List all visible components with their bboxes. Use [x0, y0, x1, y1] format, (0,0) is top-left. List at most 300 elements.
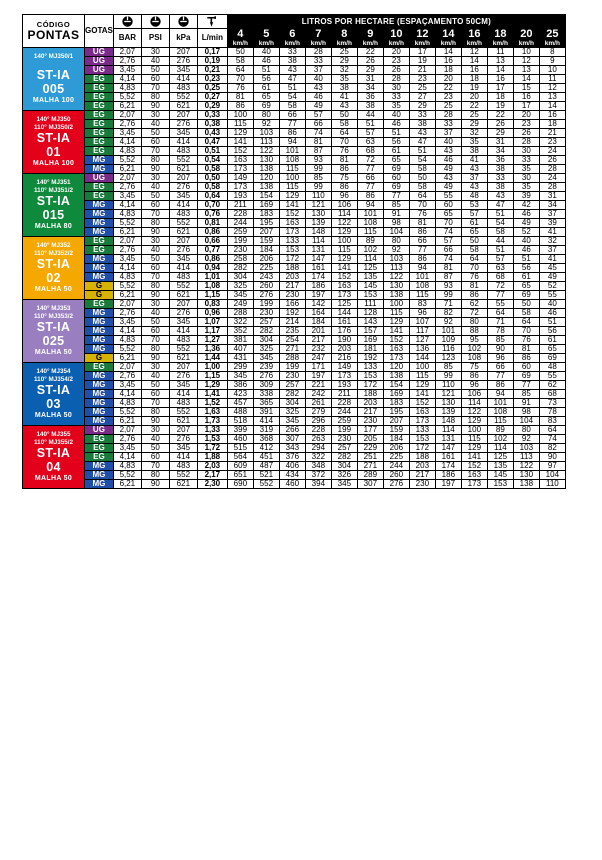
- nozzle-mesh: MALHA 100: [32, 159, 75, 167]
- unit-l-min: L/min: [197, 29, 227, 48]
- rate-cell: 365: [253, 399, 279, 408]
- rate-cell: 63: [357, 138, 383, 147]
- rate-cell: 38: [461, 147, 487, 156]
- rate-cell: 81: [331, 156, 357, 165]
- rate-cell: 61: [539, 336, 565, 345]
- droplet-class-cell: EG: [85, 192, 114, 201]
- rate-cell: 129: [461, 417, 487, 426]
- pressure-kpa-cell: 414: [169, 75, 197, 84]
- rate-cell: 307: [279, 435, 305, 444]
- rate-cell: 24: [539, 174, 565, 183]
- rate-cell: 86: [357, 192, 383, 201]
- rate-cell: 82: [435, 309, 461, 318]
- rate-cell: 33: [513, 156, 539, 165]
- rate-cell: 107: [409, 318, 435, 327]
- droplet-class-cell: MG: [85, 345, 114, 354]
- rate-cell: 102: [487, 435, 513, 444]
- rate-cell: 66: [487, 363, 513, 372]
- droplet-class-cell: EG: [85, 102, 114, 111]
- nozzle-ref-2: 110° MJ353/2: [34, 312, 73, 320]
- rate-cell: 92: [253, 120, 279, 129]
- rate-cell: 37: [539, 210, 565, 219]
- pressure-psi-cell: 40: [141, 246, 169, 255]
- pressure-psi-cell: 40: [141, 183, 169, 192]
- rate-cell: 32: [331, 66, 357, 75]
- rate-cell: 19: [409, 57, 435, 66]
- rate-cell: 487: [253, 462, 279, 471]
- rate-cell: 376: [279, 453, 305, 462]
- droplet-class-cell: MG: [85, 318, 114, 327]
- gotas-header: GOTAS: [85, 15, 114, 48]
- rate-cell: 173: [227, 183, 253, 192]
- rate-cell: 184: [305, 318, 331, 327]
- rate-cell: 110: [539, 480, 565, 489]
- rate-cell: 102: [357, 246, 383, 255]
- droplet-class-cell: G: [85, 291, 114, 300]
- rate-cell: 101: [487, 399, 513, 408]
- rate-cell: 142: [305, 300, 331, 309]
- pressure-bar-cell: 2,07: [113, 111, 141, 120]
- pressure-bar-cell: 2,76: [113, 372, 141, 381]
- rate-cell: 115: [409, 291, 435, 300]
- rate-cell: 63: [487, 264, 513, 273]
- rate-cell: 20: [461, 93, 487, 102]
- rate-cell: 91: [513, 399, 539, 408]
- rate-cell: 128: [357, 309, 383, 318]
- flow-lmin-cell: 1,07: [197, 318, 227, 327]
- rate-cell: 17: [409, 48, 435, 57]
- nozzle-series-name: ST-IA: [36, 67, 71, 82]
- pressure-kpa-cell: 483: [169, 336, 197, 345]
- pressure-bar-cell: 2,07: [113, 237, 141, 246]
- pressure-psi-cell: 60: [141, 264, 169, 273]
- rate-cell: 51: [513, 255, 539, 264]
- rate-cell: 76: [513, 336, 539, 345]
- rate-cell: 230: [409, 480, 435, 489]
- rate-cell: 54: [279, 93, 305, 102]
- rate-cell: 138: [253, 165, 279, 174]
- rate-cell: 114: [331, 210, 357, 219]
- rate-cell: 50: [513, 300, 539, 309]
- rate-cell: 18: [435, 66, 461, 75]
- rate-cell: 85: [383, 201, 409, 210]
- pressure-kpa-cell: 207: [169, 363, 197, 372]
- rate-cell: 129: [331, 255, 357, 264]
- rate-cell: 40: [513, 237, 539, 246]
- rate-cell: 460: [279, 480, 305, 489]
- rate-cell: 102: [461, 345, 487, 354]
- droplet-class-cell: EG: [85, 84, 114, 93]
- rate-cell: 37: [305, 66, 331, 75]
- rate-cell: 148: [435, 417, 461, 426]
- rate-cell: 56: [513, 264, 539, 273]
- pressure-kpa-cell: 483: [169, 399, 197, 408]
- rate-cell: 147: [305, 255, 331, 264]
- rate-cell: 86: [279, 129, 305, 138]
- rate-cell: 345: [331, 480, 357, 489]
- rate-cell: 276: [253, 291, 279, 300]
- rate-cell: 26: [539, 156, 565, 165]
- rate-cell: 173: [461, 480, 487, 489]
- pressure-psi-cell: 50: [141, 444, 169, 453]
- flow-lmin-cell: 2,30: [197, 480, 227, 489]
- rate-cell: 30: [383, 84, 409, 93]
- rate-cell: 22: [435, 84, 461, 93]
- rate-cell: 108: [487, 408, 513, 417]
- nozzle-group-label: [23, 48, 85, 111]
- rate-cell: 56: [539, 327, 565, 336]
- rate-cell: 23: [383, 57, 409, 66]
- rate-cell: 115: [331, 246, 357, 255]
- rate-cell: 70: [331, 138, 357, 147]
- rate-cell: 319: [253, 426, 279, 435]
- pressure-kpa-cell: 345: [169, 255, 197, 264]
- pressure-psi-cell: 60: [141, 75, 169, 84]
- rate-cell: 58: [409, 183, 435, 192]
- rate-cell: 70: [227, 75, 253, 84]
- pressure-psi-cell: 80: [141, 282, 169, 291]
- pressure-bar-cell: 2,76: [113, 246, 141, 255]
- code-header-line1: CÓDIGO: [36, 20, 71, 30]
- pressure-bar-cell: 5,52: [113, 471, 141, 480]
- rate-cell: 60: [513, 363, 539, 372]
- rate-cell: 49: [513, 219, 539, 228]
- rate-cell: 61: [513, 273, 539, 282]
- rate-cell: 135: [357, 273, 383, 282]
- rate-cell: 131: [435, 435, 461, 444]
- pressure-psi-cell: 70: [141, 273, 169, 282]
- rate-cell: 159: [383, 426, 409, 435]
- pressure-kpa-cell: 552: [169, 93, 197, 102]
- rate-cell: 54: [487, 219, 513, 228]
- rate-cell: 87: [305, 147, 331, 156]
- pressure-bar-cell: 2,07: [113, 48, 141, 57]
- rate-cell: 13: [539, 93, 565, 102]
- rate-cell: 230: [279, 291, 305, 300]
- rate-cell: 31: [487, 138, 513, 147]
- flow-lmin-cell: 0,58: [197, 183, 227, 192]
- rate-cell: 81: [409, 219, 435, 228]
- rate-cell: 195: [253, 219, 279, 228]
- rate-cell: 20: [513, 111, 539, 120]
- rate-cell: 76: [227, 84, 253, 93]
- rate-cell: 188: [279, 264, 305, 273]
- rate-cell: 92: [513, 435, 539, 444]
- pressure-psi-cell: 50: [141, 129, 169, 138]
- rate-cell: 201: [305, 327, 331, 336]
- rate-cell: 203: [279, 273, 305, 282]
- rate-cell: 83: [539, 417, 565, 426]
- rate-cell: 77: [357, 165, 383, 174]
- rate-cell: 23: [409, 75, 435, 84]
- rate-cell: 38: [487, 165, 513, 174]
- rate-cell: 108: [461, 354, 487, 363]
- rate-cell: 90: [487, 345, 513, 354]
- rate-cell: 28: [539, 165, 565, 174]
- rate-cell: 488: [227, 408, 253, 417]
- rate-cell: 103: [383, 255, 409, 264]
- rate-cell: 69: [513, 372, 539, 381]
- rate-cell: 172: [409, 444, 435, 453]
- pressure-bar-cell: 6,21: [113, 228, 141, 237]
- rate-cell: 176: [331, 327, 357, 336]
- rate-cell: 136: [409, 345, 435, 354]
- droplet-class-cell: G: [85, 282, 114, 291]
- rate-cell: 399: [227, 426, 253, 435]
- rate-cell: 9: [539, 57, 565, 66]
- rate-cell: 153: [279, 246, 305, 255]
- rate-cell: 103: [253, 129, 279, 138]
- rate-cell: 43: [279, 66, 305, 75]
- rate-cell: 242: [305, 390, 331, 399]
- rate-cell: 46: [539, 309, 565, 318]
- rate-cell: 47: [409, 138, 435, 147]
- rate-cell: 431: [227, 354, 253, 363]
- pressure-psi-cell: 50: [141, 192, 169, 201]
- rate-cell: 125: [487, 453, 513, 462]
- pressure-kpa-cell: 207: [169, 111, 197, 120]
- droplet-class-cell: MG: [85, 255, 114, 264]
- flow-lmin-cell: 0,25: [197, 84, 227, 93]
- rate-cell: 111: [357, 300, 383, 309]
- rate-cell: 20: [383, 48, 409, 57]
- rate-cell: 130: [253, 156, 279, 165]
- rate-cell: 28: [435, 111, 461, 120]
- rate-cell: 81: [513, 345, 539, 354]
- rate-cell: 57: [435, 237, 461, 246]
- pressure-psi-cell: 70: [141, 210, 169, 219]
- rate-cell: 161: [435, 453, 461, 462]
- rate-cell: 133: [409, 426, 435, 435]
- rate-cell: 235: [279, 327, 305, 336]
- droplet-class-cell: MG: [85, 381, 114, 390]
- rate-cell: 33: [487, 174, 513, 183]
- pressure-kpa-cell: 552: [169, 282, 197, 291]
- rate-cell: 244: [383, 462, 409, 471]
- rate-cell: 51: [383, 129, 409, 138]
- pressure-kpa-cell: 345: [169, 318, 197, 327]
- rate-cell: 192: [357, 354, 383, 363]
- rate-cell: 299: [227, 363, 253, 372]
- rate-cell: 29: [357, 66, 383, 75]
- rate-cell: 457: [227, 399, 253, 408]
- rate-cell: 261: [305, 399, 331, 408]
- pressure-psi-cell: 90: [141, 228, 169, 237]
- flow-lmin-cell: 1,44: [197, 354, 227, 363]
- rate-cell: 221: [305, 381, 331, 390]
- spray-rate-table: [22, 14, 566, 489]
- rate-cell: 77: [487, 291, 513, 300]
- flow-lmin-cell: 0,23: [197, 75, 227, 84]
- pressure-bar-cell: 4,83: [113, 84, 141, 93]
- flow-lmin-cell: 0,66: [197, 237, 227, 246]
- rate-cell: 58: [279, 102, 305, 111]
- pressure-psi-cell: 60: [141, 453, 169, 462]
- rate-cell: 34: [539, 201, 565, 210]
- rate-cell: 41: [539, 228, 565, 237]
- droplet-class-cell: MG: [85, 336, 114, 345]
- rate-cell: 74: [435, 228, 461, 237]
- rate-cell: 276: [383, 480, 409, 489]
- rate-cell: 48: [461, 192, 487, 201]
- nozzle-group-label: [23, 300, 85, 363]
- rate-cell: 129: [279, 192, 305, 201]
- rate-cell: 88: [461, 327, 487, 336]
- rate-cell: 41: [539, 255, 565, 264]
- rate-cell: 91: [383, 210, 409, 219]
- pressure-psi-cell: 60: [141, 327, 169, 336]
- nozzle-group-label: [23, 426, 85, 489]
- rate-cell: 129: [227, 129, 253, 138]
- pressure-kpa-cell: 552: [169, 156, 197, 165]
- rate-cell: 85: [305, 174, 331, 183]
- pressure-psi-cell: 80: [141, 93, 169, 102]
- rate-cell: 144: [331, 309, 357, 318]
- rate-cell: 121: [435, 390, 461, 399]
- pressure-bar-cell: 4,83: [113, 147, 141, 156]
- rate-cell: 257: [253, 318, 279, 327]
- rate-cell: 25: [435, 102, 461, 111]
- rate-cell: 64: [461, 255, 487, 264]
- rate-cell: 69: [539, 354, 565, 363]
- rate-cell: 99: [435, 372, 461, 381]
- unit-bar: BAR: [113, 29, 141, 48]
- pressure-bar-cell: 6,21: [113, 354, 141, 363]
- rate-cell: 16: [435, 57, 461, 66]
- rate-cell: 183: [383, 399, 409, 408]
- rate-cell: 64: [227, 66, 253, 75]
- flow-lmin-cell: 1,41: [197, 390, 227, 399]
- rate-cell: 61: [461, 219, 487, 228]
- rate-cell: 56: [253, 75, 279, 84]
- rate-cell: 14: [539, 102, 565, 111]
- speed-column-header: 8 km/h: [331, 29, 357, 48]
- rate-cell: 100: [409, 363, 435, 372]
- rate-cell: 51: [357, 120, 383, 129]
- flow-lmin-cell: 0,27: [197, 93, 227, 102]
- rate-cell: 163: [383, 345, 409, 354]
- rate-cell: 414: [253, 417, 279, 426]
- rate-cell: 86: [409, 255, 435, 264]
- rate-cell: 85: [435, 363, 461, 372]
- rate-cell: 43: [461, 183, 487, 192]
- pressure-kpa-cell: 345: [169, 381, 197, 390]
- rate-cell: 113: [383, 264, 409, 273]
- rate-cell: 8: [539, 48, 565, 57]
- rate-cell: 207: [383, 417, 409, 426]
- pressure-psi-cell: 70: [141, 84, 169, 93]
- table-row: [23, 480, 566, 489]
- pressure-kpa-cell: 207: [169, 174, 197, 183]
- rate-cell: 93: [305, 156, 331, 165]
- pressure-bar-cell: 2,07: [113, 426, 141, 435]
- rate-cell: 161: [305, 264, 331, 273]
- rate-cell: 55: [435, 192, 461, 201]
- rate-cell: 289: [357, 471, 383, 480]
- rate-cell: 99: [305, 165, 331, 174]
- rate-cell: 199: [227, 237, 253, 246]
- rate-cell: 195: [383, 408, 409, 417]
- pressure-kpa-cell: 276: [169, 309, 197, 318]
- rate-cell: 35: [461, 138, 487, 147]
- rate-cell: 77: [357, 183, 383, 192]
- pressure-kpa-cell: 483: [169, 147, 197, 156]
- rate-cell: 129: [461, 444, 487, 453]
- rate-cell: 37: [539, 246, 565, 255]
- flow-lmin-cell: 0,81: [197, 219, 227, 228]
- droplet-class-cell: EG: [85, 237, 114, 246]
- rate-cell: 33: [435, 120, 461, 129]
- rate-cell: 75: [461, 363, 487, 372]
- rate-cell: 49: [305, 102, 331, 111]
- rate-cell: 77: [279, 120, 305, 129]
- speed-column-header: 7 km/h: [305, 29, 331, 48]
- rate-cell: 14: [487, 66, 513, 75]
- rate-cell: 40: [435, 138, 461, 147]
- pressure-psi-cell: 30: [141, 174, 169, 183]
- rate-cell: 130: [435, 399, 461, 408]
- rate-cell: 114: [461, 399, 487, 408]
- rate-cell: 104: [539, 471, 565, 480]
- rate-cell: 106: [331, 201, 357, 210]
- pressure-kpa-cell: 552: [169, 345, 197, 354]
- rate-cell: 34: [487, 147, 513, 156]
- pressure-kpa-cell: 621: [169, 228, 197, 237]
- rate-cell: 28: [305, 48, 331, 57]
- rate-cell: 87: [435, 273, 461, 282]
- rate-cell: 43: [435, 147, 461, 156]
- rate-cell: 22: [487, 111, 513, 120]
- rate-cell: 141: [331, 264, 357, 273]
- pressure-psi-cell: 30: [141, 111, 169, 120]
- rate-cell: 81: [461, 282, 487, 291]
- pressure-psi-cell: 80: [141, 156, 169, 165]
- rate-cell: 251: [357, 453, 383, 462]
- rate-cell: 163: [461, 471, 487, 480]
- droplet-class-cell: EG: [85, 138, 114, 147]
- rate-cell: 325: [279, 408, 305, 417]
- rate-cell: 31: [357, 75, 383, 84]
- rate-cell: 115: [357, 228, 383, 237]
- rate-cell: 39: [539, 219, 565, 228]
- rate-cell: 45: [539, 264, 565, 273]
- nozzle-group-label: [23, 363, 85, 426]
- pressure-bar-cell: 2,76: [113, 183, 141, 192]
- flow-lmin-cell: 1,53: [197, 435, 227, 444]
- rate-cell: 157: [357, 327, 383, 336]
- rate-cell: 73: [539, 399, 565, 408]
- flow-lmin-cell: 1,01: [197, 273, 227, 282]
- rate-cell: 173: [227, 165, 253, 174]
- rate-cell: 29: [331, 57, 357, 66]
- nozzle-ref-1: 140° MJ350: [36, 116, 71, 124]
- pressure-bar-cell: 3,45: [113, 192, 141, 201]
- pressure-psi-cell: 70: [141, 147, 169, 156]
- unit-kpa: kPa: [169, 29, 197, 48]
- rate-cell: 29: [461, 120, 487, 129]
- rate-cell: 122: [461, 408, 487, 417]
- flow-lmin-cell: 1,73: [197, 417, 227, 426]
- rate-cell: 115: [279, 183, 305, 192]
- rate-cell: 125: [357, 264, 383, 273]
- pressure-kpa-cell: 276: [169, 120, 197, 129]
- pressure-kpa-cell: 483: [169, 84, 197, 93]
- rate-cell: 26: [357, 57, 383, 66]
- rate-cell: 40: [539, 300, 565, 309]
- rate-cell: 116: [435, 345, 461, 354]
- rate-cell: 61: [253, 84, 279, 93]
- nozzle-series-name: ST-IA: [36, 193, 71, 208]
